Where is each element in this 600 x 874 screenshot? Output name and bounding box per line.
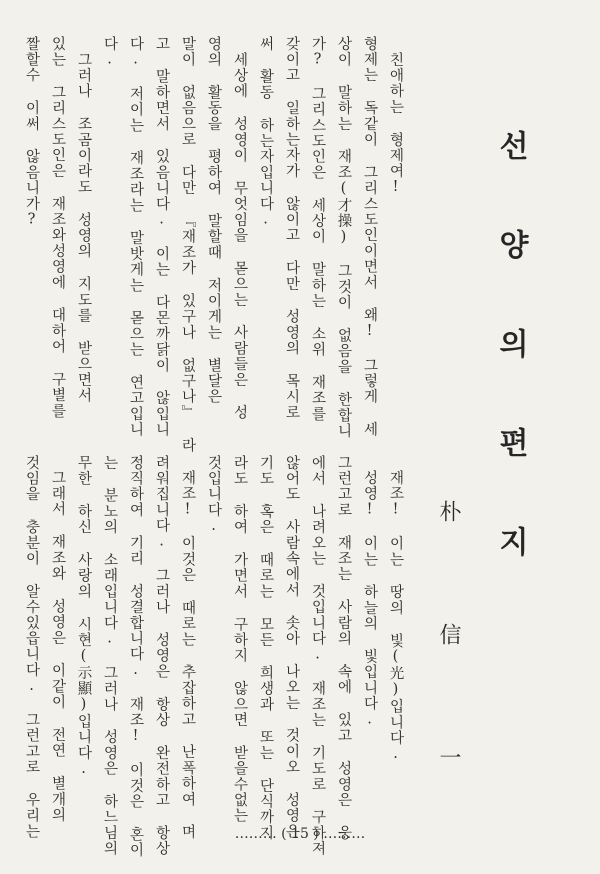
upper-column-14: 있는 그리스도인은 재조와성영에 대하어 구별를: [49, 36, 66, 419]
lower-column-7: 라도 하여 가면서 구하지 않으면 받을수없는: [231, 455, 248, 824]
lower-column-11: 정직하여 기리 성결합니다. 재조! 이것은 혼이: [127, 455, 144, 858]
lower-column-8: 것입니다.: [205, 455, 222, 535]
upper-column-1: 친애하는 형제여!: [387, 52, 404, 197]
upper-column-3: 상이 말하는 재조(才操) 그것이 없음을 한합니: [335, 36, 352, 439]
lower-column-5: 않어도 사람속에서 솟아 나오는 것이오 성영은: [283, 455, 300, 840]
lower-column-2: 성영! 이는 하늘의 빛입니다.: [361, 470, 378, 729]
upper-column-8: 영의 활동을 평하여 말할때 저이게는 별달은: [205, 36, 222, 405]
author-name: 朴 信 一: [436, 500, 461, 806]
lower-column-10: 려워집니다. 그러나 성영은 항상 완전하고 항상: [153, 455, 170, 857]
lower-column-12: 는 분노의 소래입니다. 그러나 성영은 하느님의: [101, 455, 118, 857]
upper-column-15: 짤할수 이써 않음니가?: [23, 36, 40, 229]
upper-column-6: 써 활동 하는자입니다.: [257, 36, 274, 229]
upper-column-12: 다.: [101, 36, 118, 69]
lower-column-6: 기도 혹은 때로는 모든 희생과 또는 단식까지: [257, 455, 274, 841]
lower-column-4: 에서 나려오는 것입니다. 재조는 기도로 구하져: [309, 455, 326, 857]
upper-column-2: 형제는 독같이 그리스도인이면서 왜! 그렇게 세: [361, 36, 378, 438]
lower-column-1: 재조! 이는 땅의 빛(光)입니다.: [387, 470, 404, 764]
page-number: ……… ( 15 ) ………: [234, 826, 366, 842]
upper-column-11: 다. 저이는 재조라는 말밧게는 몯으는 연고입니: [127, 36, 144, 438]
article-title: 선 양 의 편 지: [493, 130, 528, 573]
upper-column-7: 세상에 성영이 무엇임을 몯으는 사람들은 성: [231, 52, 248, 421]
upper-column-5: 갖이고 일하는자가 않이고 다만 성영의 목시로: [283, 36, 300, 421]
upper-column-13: 그러나 조곰이라도 성영의 지도를 받으면서: [75, 52, 92, 404]
lower-column-15: 것임을 충분이 알수있읍니다. 그런고로 우리는: [23, 455, 40, 840]
upper-column-4: 가? 그리스도인은 세상이 말하는 소위 재조를: [309, 36, 326, 422]
lower-column-3: 그런고로 재조는 사람의 속에 있고 성영은 웅: [335, 455, 352, 841]
lower-column-14: 그래서 재조와 성영은 이같이 전연 별개의: [49, 470, 66, 823]
lower-column-13: 무한 하신 사랑의 시현(示顯)입니다.: [75, 455, 92, 778]
upper-column-10: 고 말하면서 있음니다. 이는 다몬까닭이 않입니: [153, 36, 170, 438]
upper-column-9: 말이 없음으로 다만 『재조가 있구나 없구나』 라: [179, 36, 196, 454]
lower-column-9: 재조! 이것은 때로는 추잡하고 난폭하여 며: [179, 470, 196, 841]
